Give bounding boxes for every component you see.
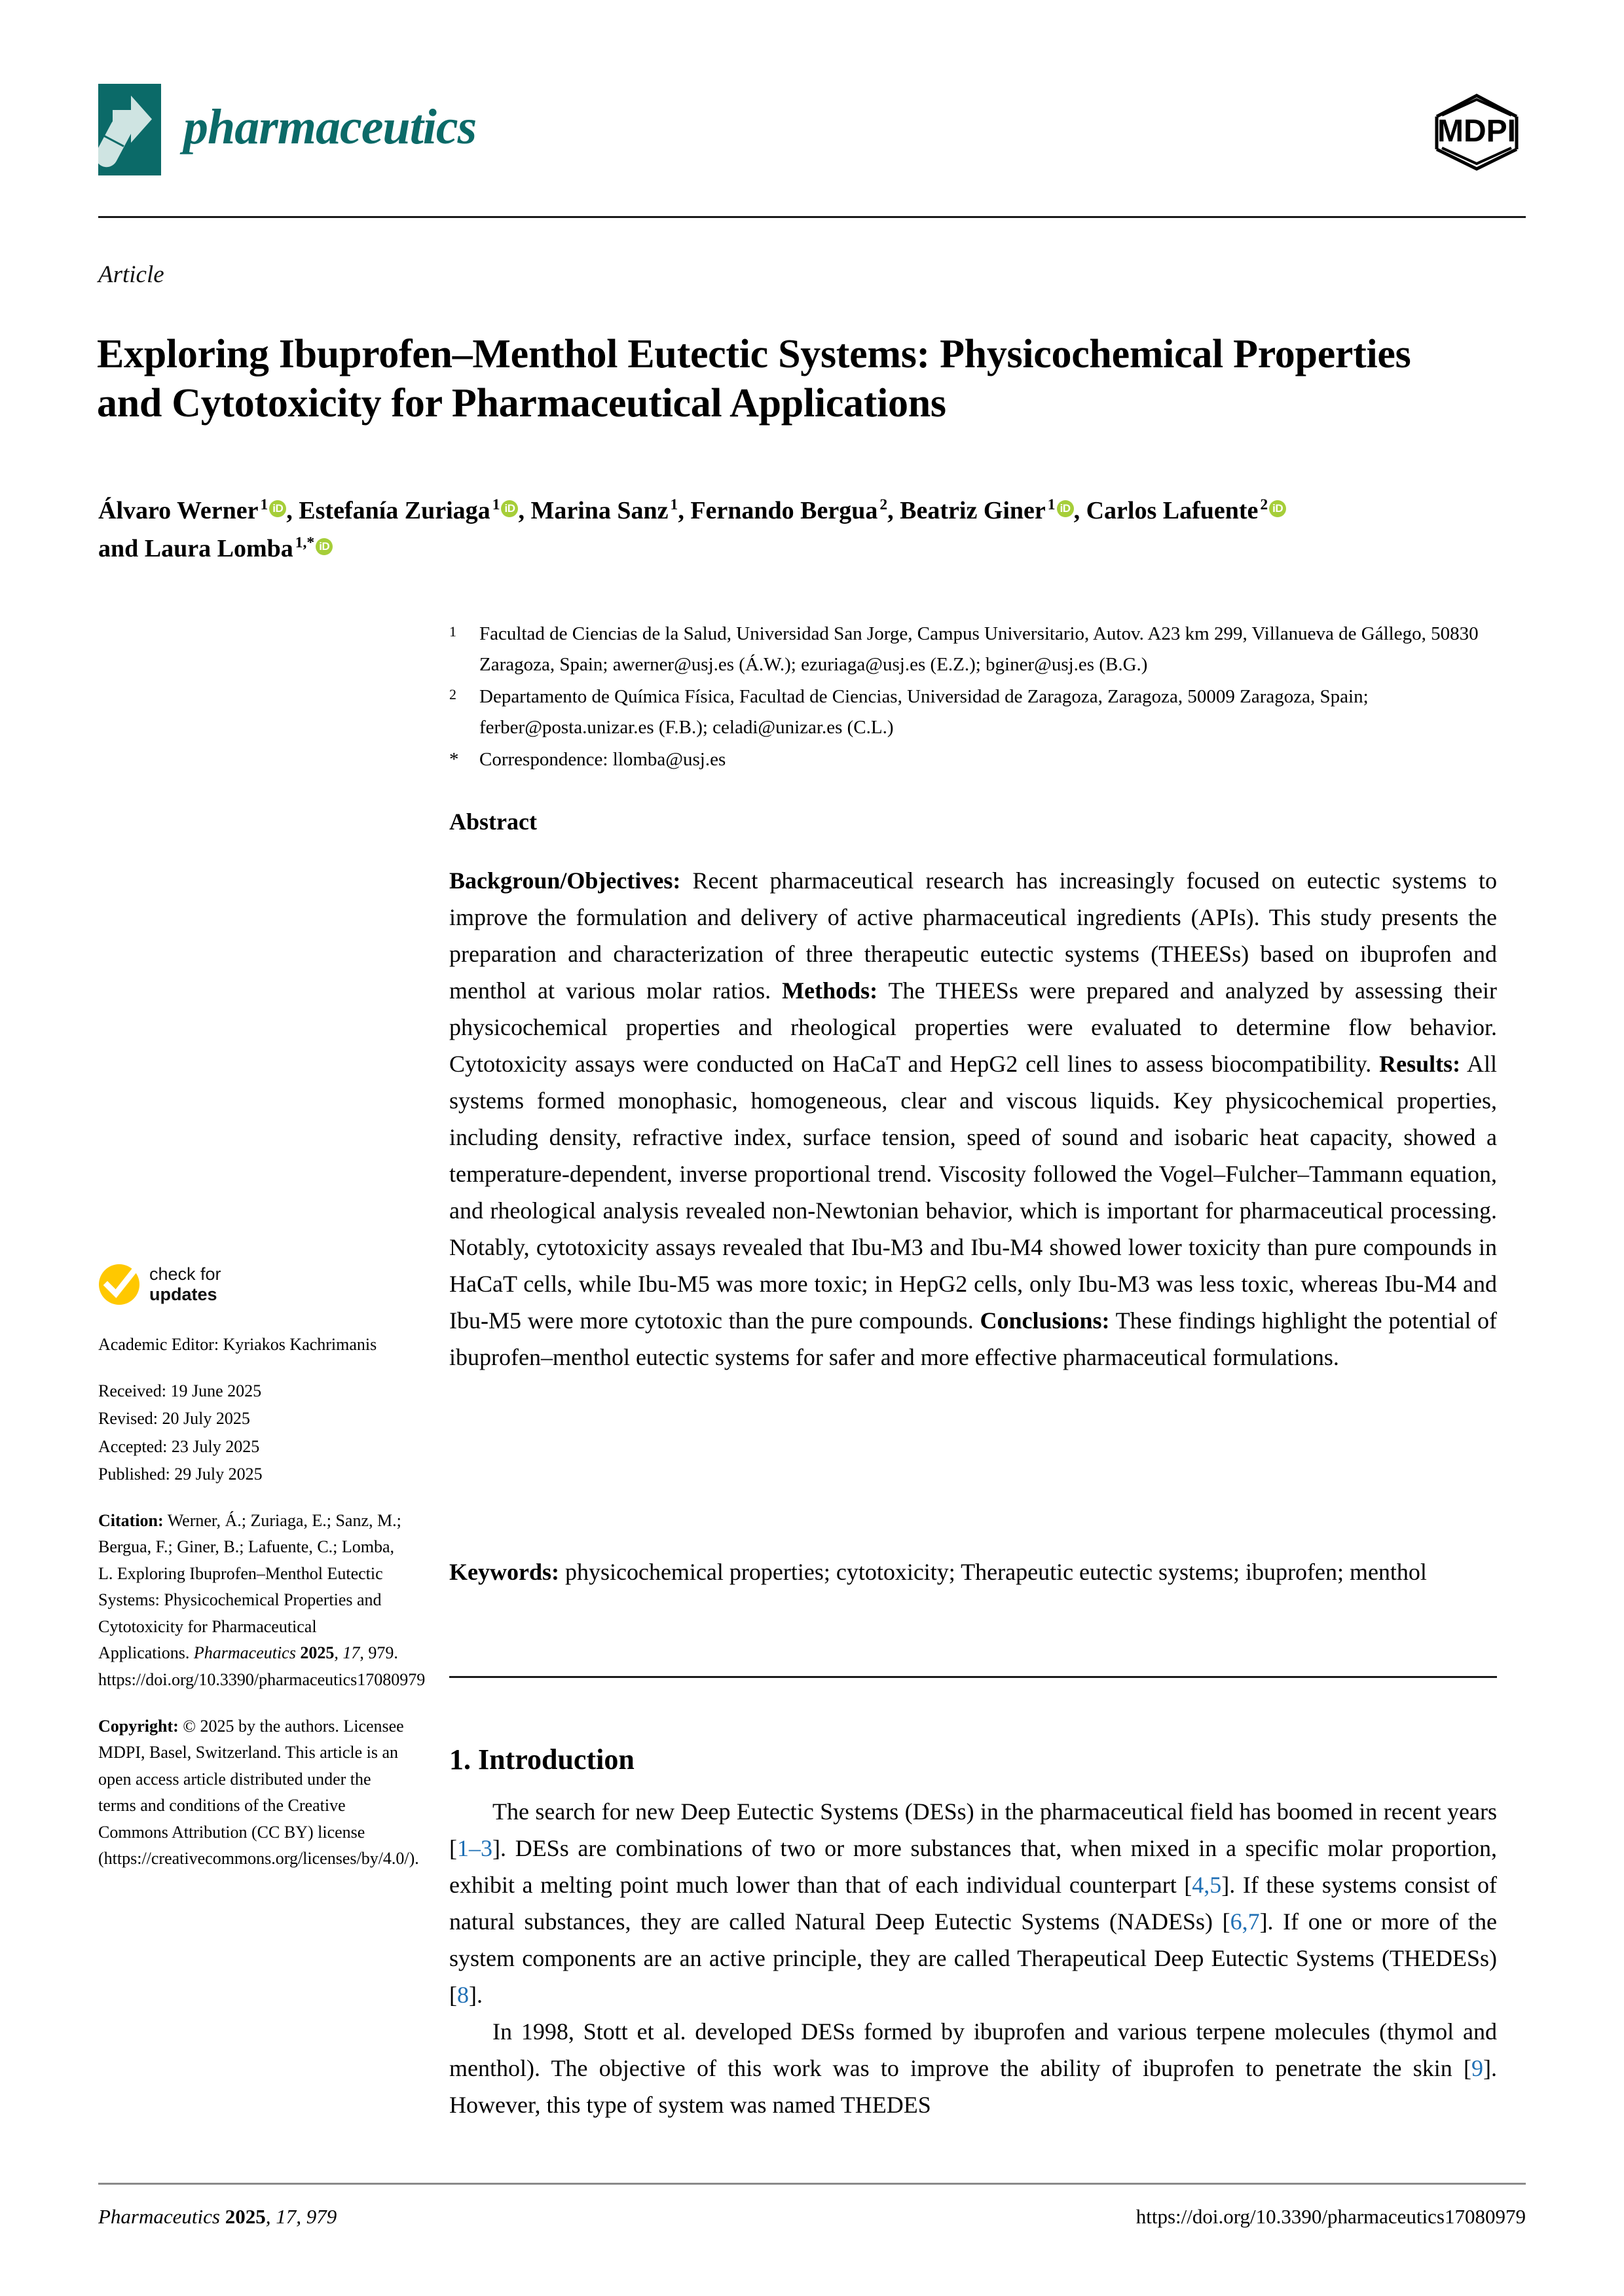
author-lomba[interactable]: Laura Lomba: [144, 534, 293, 562]
sidebar: [98, 1264, 426, 1892]
orcid-icon[interactable]: iD: [1269, 500, 1286, 517]
citation-link-8[interactable]: 8: [457, 1981, 469, 2008]
footer-citation: [98, 2205, 337, 2229]
keywords-divider: [449, 1676, 1497, 1678]
citation-volume: 17: [342, 1643, 360, 1663]
footer-volume-page: , 17, 979: [265, 2205, 337, 2228]
intro-p1-part-d: ]. If one or more of the system components are an active principle, they are called Therapeutical Deep Eutectic Systems (THEDESs) [: [449, 1908, 1497, 2008]
intro-p2-part-b: ]. However, this type of system was named THEDES: [449, 2054, 1497, 2118]
check-circle-icon: [98, 1264, 140, 1305]
footer-journal: Pharmaceutics: [98, 2205, 220, 2228]
intro-p1-part-c: ]. If these systems consist of natural substances, they are called Natural Deep Eutectic Systems (NADESs) [: [449, 1871, 1497, 1935]
cfu-line-1: check for: [149, 1264, 221, 1284]
affiliation-row: [449, 619, 1497, 680]
citation-link-4-5[interactable]: 4,5: [1192, 1871, 1222, 1898]
intro-p1-part-e: ].: [469, 1981, 483, 2008]
affiliation-text: Departamento de Química Física, Facultad de Ciencias, Universidad de Zaragoza, Zaragoza, 50009 Zaragoza, Spain; ferber@posta.unizar.es (F.B.); celadi@unizar.es (C.L.): [479, 685, 1369, 738]
abstract-text-results: All systems formed monophasic, homogeneous, clear and viscous liquids. Key physicochemical properties, including density, refractive index, surface tension, speed of sound and isobaric heat capacity, showed a temperature-dependent, inverse proportional trend. Viscosity followed the Vogel–Fulcher–Tammann equation, and rheological analysis revealed non-Newtonian behavior, which is important for pharmaceutical processing. Notably, cytotoxicity assays revealed that Ibu-M3 and Ibu-M4 showed lower toxicity than pure compounds in HaCaT cells, while Ibu-M5 was more toxic; in HepG2 cells, only Ibu-M3 was less toxic, whereas Ibu-M4 and Ibu-M5 were more cytotoxic than the pure compounds.: [449, 1050, 1498, 1334]
author-aff-marker: 2: [879, 496, 888, 514]
header-divider: [98, 216, 1526, 218]
author-werner[interactable]: Álvaro Werner: [98, 497, 259, 524]
footer-doi[interactable]: https://doi.org/10.3390/pharmaceutics17080979: [1135, 2205, 1526, 2228]
author-aff-marker: 1: [1047, 496, 1056, 514]
journal-title: pharmaceutics: [183, 100, 477, 155]
orcid-icon[interactable]: iD: [316, 538, 333, 555]
author-aff-marker: 2: [1260, 496, 1268, 514]
abstract-label-background: Backgroun/Objectives:: [449, 867, 681, 894]
affiliation-row: [449, 682, 1497, 743]
affiliations: [449, 619, 1497, 776]
author-aff-marker: 1,*: [295, 534, 315, 552]
affiliation-marker: 1: [449, 623, 456, 640]
citation-year: 2025: [300, 1643, 335, 1663]
correspondence-marker: *: [449, 748, 459, 770]
affiliation-text: Facultad de Ciencias de la Salud, Universidad San Jorge, Campus Universitario, Autov. A23 km 299, Villanueva de Gállego, 50830 Zaragoza, Spain; awerner@usj.es (Á.W.); ezuriaga@usj.es (E.Z.); bginer@usj.es (B.G.): [479, 623, 1479, 675]
author-list: Álvaro Werner $^1$ iD , Estefanía Zuriaga $^1$ iD , Marina Sanz $^1$, Fernando Bergua $^2$, Beatriz Giner $^1$ iD , Carlos Lafuente $^2$ iD and Laura Lomba $^{1,*}$ iD: [98, 492, 1460, 568]
footer-divider: [98, 2183, 1526, 2185]
citation-block: [98, 1508, 426, 1694]
orcid-icon[interactable]: iD: [501, 500, 518, 517]
abstract-text-conclusions: These findings highlight the potential of ibuprofen–menthol eutectic systems for safer and more effective pharmaceutical formulations.: [449, 1307, 1498, 1370]
section-heading-introduction: 1. Introduction: [449, 1743, 635, 1776]
author-aff-marker: 1: [260, 496, 268, 514]
citation-doi-link[interactable]: https://doi.org/10.3390/pharmaceutics17080979: [98, 1670, 426, 1690]
citation-label: Citation:: [98, 1510, 164, 1530]
check-for-updates-label: [149, 1264, 221, 1305]
abstract-label-conclusions: Conclusions:: [980, 1307, 1110, 1334]
orcid-icon[interactable]: iD: [1057, 500, 1074, 517]
section-body-introduction: [449, 1794, 1497, 2124]
abstract-text-background: Recent pharmaceutical research has increasingly focused on eutectic systems to improve the formulation and delivery of active pharmaceutical ingredients (APIs). This study presents the preparation and characterization of three therapeutic eutectic systems (THEESs) based on ibuprofen and menthol at various molar ratios.: [449, 867, 1497, 1004]
abstract-label-results: Results:: [1379, 1050, 1461, 1077]
svg-text:MDPI: MDPI: [1437, 114, 1516, 149]
author-aff-marker: 1: [670, 496, 678, 514]
author-conjunction: and: [98, 534, 145, 562]
abstract-body: [449, 863, 1497, 1376]
pharmaceutics-mark-icon: [98, 84, 161, 175]
keywords-label: Keywords:: [449, 1559, 559, 1585]
correspondence-row: [449, 744, 1497, 775]
affiliation-marker: 2: [449, 685, 456, 702]
author-aff-marker: 1: [492, 496, 500, 514]
copyright-body: © 2025 by the authors. Licensee MDPI, Basel, Switzerland. This article is an open access article distributed under the terms and conditions of the Creative Commons Attribution (CC BY) license (https://creativecommons.org/licenses/by/4.0/).: [98, 1716, 419, 1868]
author-lafuente[interactable]: Carlos Lafuente: [1086, 497, 1259, 524]
footer-year: 2025: [225, 2205, 266, 2228]
date-published: Published: 29 July 2025: [98, 1465, 263, 1484]
cfu-line-2: updates: [149, 1285, 217, 1304]
citation-text: [98, 1508, 426, 1694]
citation-authors-title: Werner, Á.; Zuriaga, E.; Sanz, M.; Bergua, F.; Giner, B.; Lafuente, C.; Lomba, L. Exploring Ibuprofen–Menthol Eutectic Systems: Physicochemical Properties and Cytotoxicity for Pharmaceutical Applications.: [98, 1510, 401, 1663]
journal-logo[interactable]: [98, 84, 476, 175]
page-title: Exploring Ibuprofen–Menthol Eutectic Systems: Physicochemical Properties and Cytotoxicity for Pharmaceutical Applications: [97, 331, 1411, 426]
check-for-updates-badge[interactable]: [98, 1264, 406, 1305]
orcid-icon[interactable]: iD: [269, 500, 286, 517]
citation-link-6-7[interactable]: 6,7: [1230, 1908, 1260, 1935]
citation-page: , 979.: [360, 1643, 398, 1663]
author-sanz[interactable]: Marina Sanz: [530, 497, 669, 524]
date-revised: Revised: 20 July 2025: [98, 1409, 250, 1429]
date-accepted: Accepted: 23 July 2025: [98, 1436, 260, 1456]
article-dates-block: [98, 1378, 406, 1488]
abstract-label-methods: Methods:: [782, 977, 878, 1004]
masthead: [98, 84, 1526, 182]
citation-volume-wrap: , 17: [334, 1643, 360, 1663]
abstract-text-methods: The THEESs were prepared and analyzed by assessing their physicochemical properties and rheological properties were evaluated to determine flow behavior. Cytotoxicity assays were conducted on HaCaT and HepG2 cell lines to assess biocompatibility.: [449, 977, 1497, 1077]
intro-p1-part-b: ]. DESs are combinations of two or more substances that, when mixed in a specific molar proportion, exhibit a melting point much lower than that of each individual counterpart [: [449, 1834, 1497, 1898]
copyright-block: [98, 1713, 419, 1872]
citation-journal: Pharmaceutics: [193, 1643, 296, 1663]
abstract-heading: Abstract: [449, 809, 537, 835]
academic-editor-block: [98, 1332, 406, 1358]
copyright-label: Copyright:: [98, 1716, 179, 1736]
author-zuriaga[interactable]: Estefanía Zuriaga: [299, 497, 490, 524]
author-bergua[interactable]: Fernando Bergua: [690, 497, 878, 524]
intro-paragraph-1: [449, 1794, 1497, 2014]
date-received: Received: 19 June 2025: [98, 1381, 262, 1400]
copyright-text: [98, 1713, 419, 1872]
author-giner[interactable]: Beatriz Giner: [900, 497, 1046, 524]
correspondence-text: Correspondence: llomba@usj.es: [479, 748, 726, 770]
academic-editor: Academic Editor: Kyriakos Kachrimanis: [98, 1335, 377, 1354]
mdpi-logo-icon[interactable]: [1428, 89, 1526, 174]
keywords: [449, 1554, 1497, 1591]
intro-p2-part-a: In 1998, Stott et al. developed DESs formed by ibuprofen and various terpene molecules (thymol and menthol). The objective of this work was to improve the ability of ibuprofen to penetrate the skin [: [449, 2018, 1497, 2081]
citation-link-1-3[interactable]: 1–3: [457, 1834, 492, 1861]
intro-p1-part-a: The search for new Deep Eutectic Systems (DESs) in the pharmaceutical field has boomed in recent years [: [449, 1798, 1497, 1861]
article-type-label: Article: [98, 261, 164, 288]
citation-link-9[interactable]: 9: [1471, 2054, 1483, 2081]
keywords-text: physicochemical properties; cytotoxicity; Therapeutic eutectic systems; ibuprofen; menthol: [559, 1559, 1427, 1585]
intro-paragraph-2: [449, 2014, 1497, 2124]
